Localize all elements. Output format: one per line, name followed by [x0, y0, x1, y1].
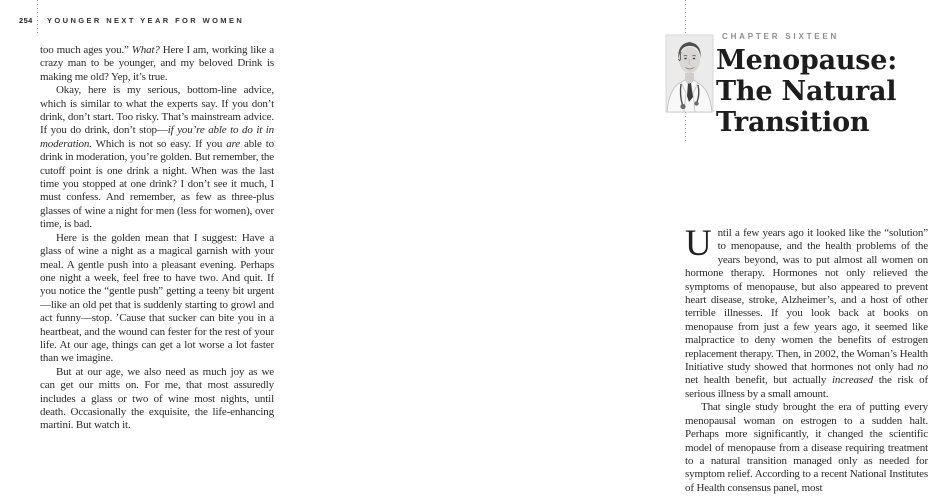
paragraph: too much ages you.” What? Here I am, working like a crazy man to be younger, and my beloved Drink is making me old? Yep, it’s true. [40, 44, 274, 83]
chapter-label: CHAPTER SIXTEEN [722, 32, 840, 41]
author-photo [666, 35, 713, 112]
left-body-text [40, 44, 274, 433]
paragraph: Okay, here is my serious, bottom-line advice, which is similar to what the experts say. If you don’t drink, don’t start. Too risky. That’s mainstream advice. If you do drink, don’t stop—if you’re able to do it in moderation. Which is not so easy. If you are able to drink in moderation, you’re golden. But remember, the cutoff point is one drink a night. When was the last time you stopped at one drink? I don’t see it much, I must confess. And remember, as few as three-plus glasses of wine a night for men (less for women), over time, is bad. [40, 84, 275, 231]
right-page [320, 0, 928, 499]
paragraph: But at our age, we also need as much joy as we can get our mitts on. For me, that most assuredly includes a glass or two of wine most nights, until death. Occasionally the exquisite, the life-enhancing martini. But watch it. [40, 365, 274, 432]
running-head: YOUNGER NEXT YEAR FOR WOMEN [47, 16, 245, 25]
dotted-rule [37, 0, 38, 34]
doctor-portrait-illustration [666, 35, 713, 112]
paragraph: Until a few years ago it looked like the “solution” to menopause, and the health problems of the years beyond, was to put almost all women on hormone therapy. Hormones not only relieved the symptoms of menopause, but also appeared to prevent heart disease, stroke, Alzheimer’s, and a host of other terrible illnesses. If you look back at books on menopause from just a few years ago, it seemed like malpractice to deny women the benefits of estrogen replacement therapy. Then, in 2002, the Woman’s Health Initiative study showed that hormones not only had no net health benefit, but actually increased the risk of serious illness by a small amount. [685, 223, 928, 400]
left-page [0, 0, 320, 499]
drop-cap: U [685, 223, 712, 264]
paragraph: That single study brought the era of putting every menopausal woman on estrogen to a sudden halt. Perhaps more significantly, it changed the scientific model of menopause from a disease requiring treatment to a natural transition managed only as needed for symptom relief. According to a recent National Institutes of Health consensus panel, most [685, 401, 928, 494]
chapter-title: Menopause: The Natural Transition [716, 45, 898, 138]
paragraph: Here is the golden mean that I suggest: Have a glass of wine a night as a magical garnish with your meal. A gentle push into a pleasant evening. Perhaps one night a week, feel free to have two. And quit. If you notice the “gentle push” getting a teeny bit urgent—like an old pet that is suddenly starting to growl and act funny—stop. ’Cause that sucker can bite you in a heartbeat, and the wound can fester for the rest of your life. At our age, things can get a lot worse a lot faster than we imagine. [40, 231, 274, 365]
right-body-text [685, 223, 928, 495]
page-number: 254 [19, 16, 33, 25]
